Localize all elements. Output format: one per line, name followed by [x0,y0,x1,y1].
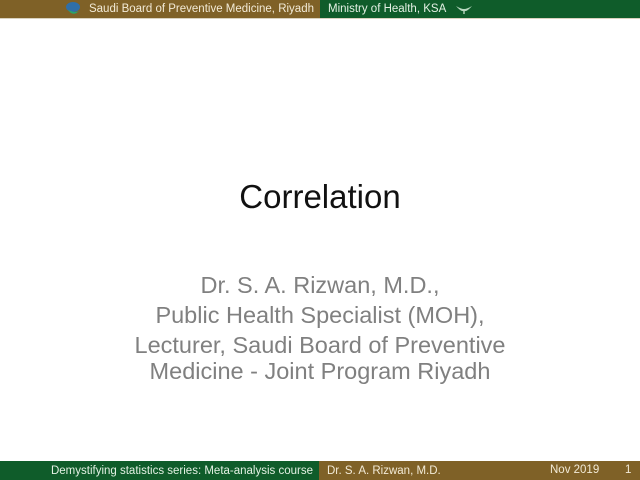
slide-subtitle [0,270,640,382]
subtitle-line-affiliation: Lecturer, Saudi Board of Preventive [134,332,506,358]
moh-palm-logo-icon [454,3,474,15]
subtitle-line-program: Medicine - Joint Program Riyadh [149,358,491,384]
header-left-section [0,0,320,18]
sbpm-logo-icon [62,0,84,18]
footer-course-text: Demystifying statistics series: Meta-analysis course [50,464,313,477]
page-number: 1 [625,464,632,476]
slide-title: Correlation [239,178,401,215]
footer-right-section [319,461,640,480]
footer-bar [0,461,640,480]
footer-author: Dr. S. A. Rizwan, M.D. [327,464,441,477]
subtitle-line-author: Dr. S. A. Rizwan, M.D., [200,272,440,298]
header-left-text: Saudi Board of Preventive Medicine, Riyadh [88,3,314,15]
header-divider [0,18,640,19]
header-bar [0,0,640,18]
header-right-text: Ministry of Health, KSA [328,3,447,15]
footer-date: Nov 2019 [550,464,600,476]
footer-left-section [0,461,319,480]
header-right-section [320,0,640,18]
subtitle-line-role: Public Health Specialist (MOH), [155,302,485,328]
